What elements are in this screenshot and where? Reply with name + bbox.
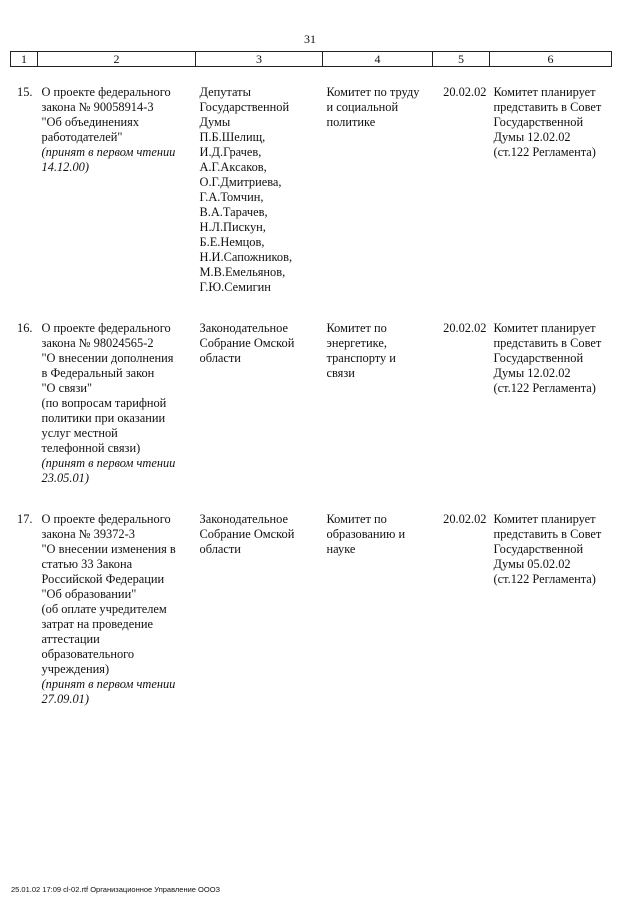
note-cell xyxy=(490,295,612,486)
committee-line: политике xyxy=(326,115,376,129)
committee-line: и социальной xyxy=(326,100,399,114)
initiator-line: Собрание Омской xyxy=(199,336,295,350)
bill-title-cell xyxy=(38,295,196,486)
column-number: 5 xyxy=(433,52,490,67)
initiator-line: Законодательное xyxy=(199,512,288,526)
note-line: Государственной xyxy=(493,115,584,129)
note-line: Государственной xyxy=(493,542,584,556)
table-row xyxy=(11,486,612,707)
bill-title-line: Российской Федерации xyxy=(41,572,165,586)
bill-title-line: закона № 90058914-3 xyxy=(41,100,154,114)
item-number: 17. xyxy=(17,512,33,526)
note-line: Государственной xyxy=(493,351,584,365)
bill-title-cell xyxy=(38,486,196,707)
note-line: Комитет планирует xyxy=(493,321,596,335)
note-line: представить в Совет xyxy=(493,336,602,350)
note-cell xyxy=(490,67,612,296)
reading-status-line: (принят в первом чтении xyxy=(41,145,176,159)
bill-title-line: закона № 39372-3 xyxy=(41,527,135,541)
committee-line: Комитет по xyxy=(326,321,387,335)
committee-cell xyxy=(323,67,433,296)
column-number: 1 xyxy=(11,52,38,67)
initiator-line: Н.И.Сапожников, xyxy=(199,250,293,264)
initiator-line: Законодательное xyxy=(199,321,288,335)
bill-title-line: образовательного xyxy=(41,647,135,661)
column-number: 4 xyxy=(323,52,433,67)
committee-line: науке xyxy=(326,542,356,556)
bill-title-line: "Об образовании" xyxy=(41,587,137,601)
initiator-line: Г.Ю.Семигин xyxy=(199,280,271,294)
reading-status-line: (принят в первом чтении xyxy=(41,677,176,691)
committee-line: транспорту и xyxy=(326,351,396,365)
initiator-line: Государственной xyxy=(199,100,290,114)
initiator-cell xyxy=(196,486,323,707)
bill-title-line: телефонной связи) xyxy=(41,441,141,455)
bill-title-line: (об оплате учредителем xyxy=(41,602,167,616)
note-line: Думы 12.02.02 xyxy=(493,366,571,380)
agenda-table xyxy=(10,51,612,707)
initiator-line: О.Г.Дмитриева, xyxy=(199,175,282,189)
note-line: Думы 05.02.02 xyxy=(493,557,571,571)
item-number: 15. xyxy=(17,85,33,99)
note-line: (ст.122 Регламента) xyxy=(493,145,596,159)
bill-title-line: услуг местной xyxy=(41,426,118,440)
bill-title-line: политики при оказании xyxy=(41,411,166,425)
initiator-line: Н.Л.Пискун, xyxy=(199,220,266,234)
bill-title-line: в Федеральный закон xyxy=(41,366,155,380)
committee-line: энергетике, xyxy=(326,336,387,350)
bill-title-line: О проекте федерального xyxy=(41,321,171,335)
bill-title-line: учреждения) xyxy=(41,662,110,676)
reading-status-line: 27.09.01) xyxy=(41,692,89,706)
date-cell: 20.02.02 xyxy=(443,512,487,526)
table-row xyxy=(11,295,612,486)
bill-title-line: аттестации xyxy=(41,632,100,646)
initiator-line: Г.А.Томчин, xyxy=(199,190,264,204)
date-cell: 20.02.02 xyxy=(443,85,487,99)
initiator-line: М.В.Емельянов, xyxy=(199,265,286,279)
column-number: 6 xyxy=(490,52,612,67)
initiator-line: И.Д.Грачев, xyxy=(199,145,262,159)
initiator-line: Думы xyxy=(199,115,231,129)
note-line: представить в Совет xyxy=(493,100,602,114)
note-line: (ст.122 Регламента) xyxy=(493,381,596,395)
bill-title-cell xyxy=(38,67,196,296)
note-cell xyxy=(490,486,612,707)
reading-status-line: 23.05.01) xyxy=(41,471,89,485)
note-line: Комитет планирует xyxy=(493,85,596,99)
committee-line: связи xyxy=(326,366,355,380)
bill-title-line: "Об объединениях xyxy=(41,115,140,129)
bill-title-line: "О внесении дополнения xyxy=(41,351,174,365)
initiator-line: области xyxy=(199,351,241,365)
initiator-line: П.Б.Шелищ, xyxy=(199,130,266,144)
committee-line: образованию и xyxy=(326,527,406,541)
committee-line: Комитет по xyxy=(326,512,387,526)
table-row xyxy=(11,67,612,296)
note-line: Думы 12.02.02 xyxy=(493,130,571,144)
bill-title-line: затрат на проведение xyxy=(41,617,153,631)
bill-title-line: "О связи" xyxy=(41,381,93,395)
document-footer: 25.01.02 17:09 cl-02.rtf Организационное Управление ОООЗ xyxy=(11,885,221,894)
bill-title-line: О проекте федерального xyxy=(41,85,171,99)
reading-status-line: (принят в первом чтении xyxy=(41,456,176,470)
column-number: 3 xyxy=(196,52,323,67)
bill-title-line: работодателей" xyxy=(41,130,123,144)
item-number: 16. xyxy=(17,321,33,335)
bill-title-line: О проекте федерального xyxy=(41,512,171,526)
initiator-line: Б.Е.Немцов, xyxy=(199,235,265,249)
committee-cell xyxy=(323,295,433,486)
column-number: 2 xyxy=(38,52,196,67)
bill-title-line: "О внесении изменения в xyxy=(41,542,176,556)
initiator-cell xyxy=(196,67,323,296)
initiator-line: А.Г.Аксаков, xyxy=(199,160,267,174)
initiator-line: Депутаты xyxy=(199,85,251,99)
initiator-line: Собрание Омской xyxy=(199,527,295,541)
initiator-line: В.А.Тарачев, xyxy=(199,205,268,219)
bill-title-line: закона № 98024565-2 xyxy=(41,336,154,350)
column-number-row xyxy=(11,52,612,67)
initiator-cell xyxy=(196,295,323,486)
page-number: 31 xyxy=(304,32,316,46)
date-cell: 20.02.02 xyxy=(443,321,487,335)
note-line: (ст.122 Регламента) xyxy=(493,572,596,586)
note-line: Комитет планирует xyxy=(493,512,596,526)
bill-title-line: (по вопросам тарифной xyxy=(41,396,167,410)
note-line: представить в Совет xyxy=(493,527,602,541)
committee-line: Комитет по труду xyxy=(326,85,420,99)
bill-title-line: статью 33 Закона xyxy=(41,557,133,571)
committee-cell xyxy=(323,486,433,707)
initiator-line: области xyxy=(199,542,241,556)
reading-status-line: 14.12.00) xyxy=(41,160,89,174)
